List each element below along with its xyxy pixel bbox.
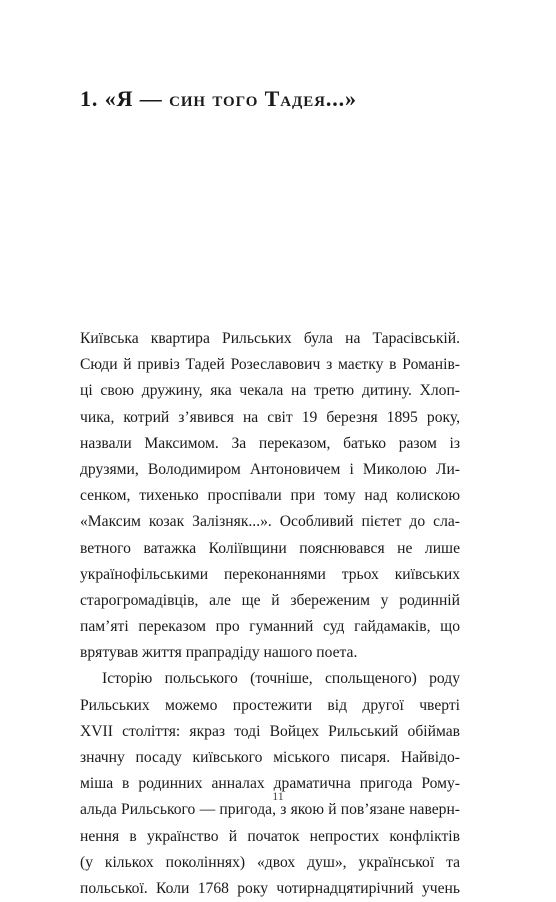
text-line: старогромадівців, але ще й збереженим у родинній (80, 591, 460, 609)
text-line: XVII століття: якраз тоді Войцех Рильський обіймав (80, 722, 460, 740)
text-line: пам’яті переказом про гуманний суд гайдамаків, що (80, 618, 460, 636)
paragraph-2 (80, 666, 460, 902)
text-line: Київська квартира Рильських була на Тарасівській. (80, 330, 460, 347)
text-line: «Максим козак Залізняк...». Особливий пієтет до сла- (80, 513, 460, 531)
page-number: 11 (272, 789, 284, 803)
text-line: Рильських можемо простежити від другої чверті (80, 696, 460, 714)
text-line: альда Рильського — пригода, з якою й пов’язане наверн- (80, 801, 460, 819)
text-line: чика, котрий з’явився на світ 19 березня 1895 року, (80, 408, 460, 426)
text-line: (у кількох поколіннях) «двох душ», української та (80, 853, 460, 871)
paragraph-1 (80, 326, 460, 666)
text-line: міша в родинних анналах драматична пригода Рому- (80, 775, 460, 793)
text-line: значну посаду київського міського писаря. Найвідо- (80, 749, 460, 766)
text-line: сенком, тихенько проспівали при тому над колискою (80, 487, 460, 505)
text-line: українофільськими переконаннями трьох київських (80, 565, 460, 583)
text-line: Сюди й привіз Тадей Розеславович з маєтку в Романів- (80, 356, 460, 374)
text-line: друзями, Володимиром Антоновичем і Миколою Ли- (80, 460, 460, 478)
body-text (80, 326, 460, 902)
text-line: нення в українство й початок непростих конфліктів (80, 827, 460, 845)
text-line: Історію польського (точніше, спольщеного) роду (102, 670, 460, 688)
text-line: назвали Максимом. За переказом, батько разом із (80, 434, 460, 452)
chapter-title: 1. «Я — син того Тадея...» (80, 86, 357, 111)
text-line: ці свою дружину, яка чекала на третю дитину. Хлоп- (80, 382, 460, 400)
text-line: польської. Коли 1768 року чотирнадцятирічний учень (80, 879, 460, 897)
text-line: врятував життя прапрадіду нашого поета. (80, 644, 358, 662)
text-line: ветного ватажка Коліївщини пояснювався не лише (80, 539, 460, 557)
